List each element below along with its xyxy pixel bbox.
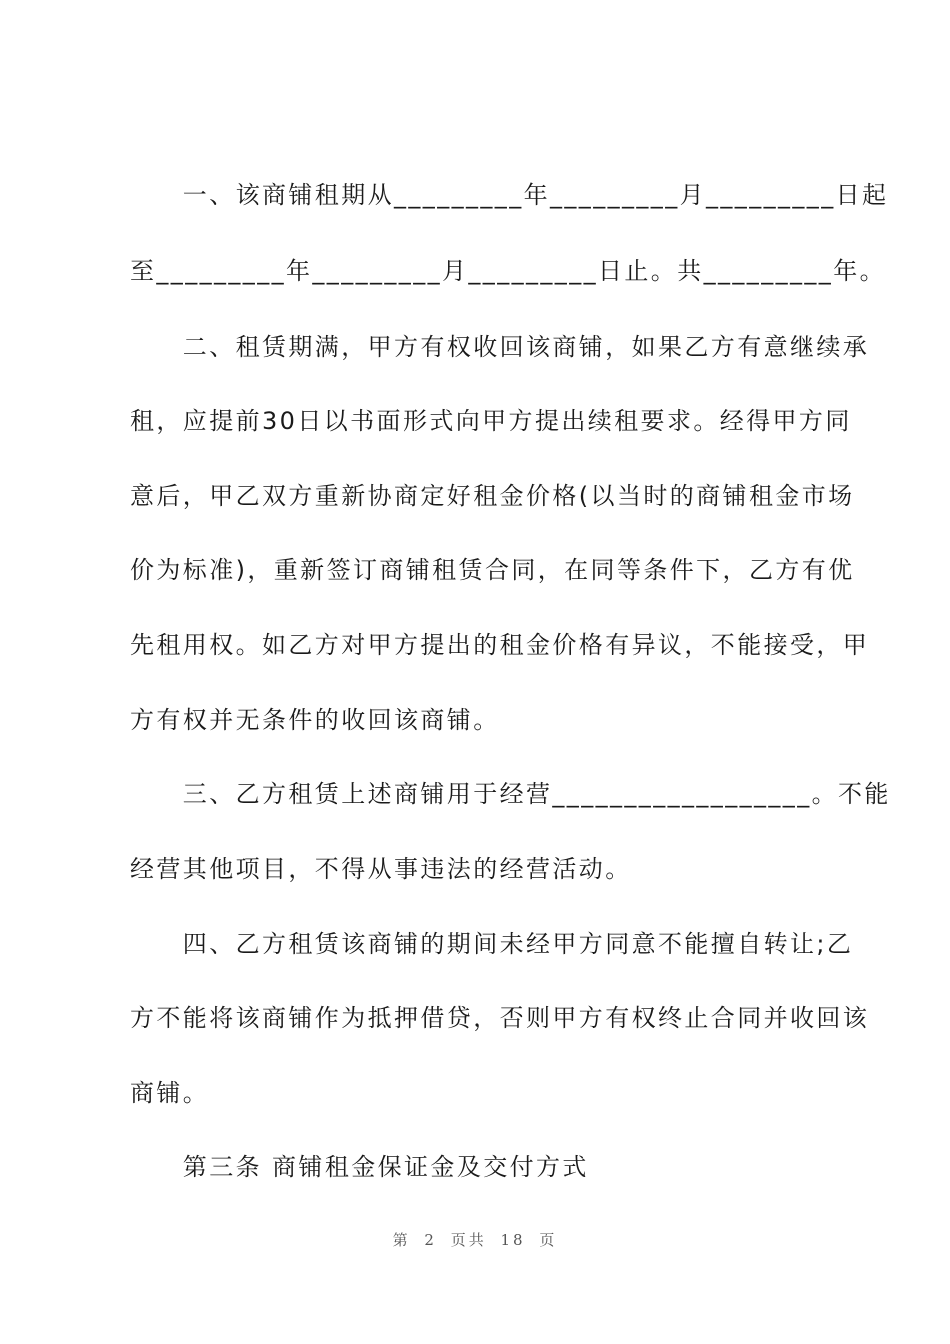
paragraph-2-line-2: 租，应提前30日以书面形式向甲方提出续租要求。经得甲方同 — [130, 407, 852, 435]
paragraph-2-line-6: 方有权并无条件的收回该商铺。 — [130, 706, 500, 734]
paragraph-1-line-2: 至_________年_________月_________日止。共_________年。 — [130, 257, 886, 285]
section-heading-article-3: 第三条 商铺租金保证金及交付方式 — [130, 1153, 589, 1181]
paragraph-3-line-2: 经营其他项目，不得从事违法的经营活动。 — [130, 855, 632, 883]
paragraph-2-line-3: 意后，甲乙双方重新协商定好租金价格(以当时的商铺租金市场 — [130, 482, 855, 510]
page-number-footer: 第 2 页共 18 页 — [392, 1231, 558, 1249]
paragraph-4-line-2: 方不能将该商铺作为抵押借贷，否则甲方有权终止合同并收回该 — [130, 1004, 870, 1032]
paragraph-1-line-1: 一、该商铺租期从_________年_________月_________日起 — [130, 181, 889, 209]
paragraph-2-line-4: 价为标准)，重新签订商铺租赁合同，在同等条件下，乙方有优 — [130, 556, 855, 584]
paragraph-4-line-1: 四、乙方租赁该商铺的期间未经甲方同意不能擅自转让;乙 — [130, 930, 854, 958]
paragraph-4-line-3: 商铺。 — [130, 1079, 210, 1107]
paragraph-2-line-1: 二、租赁期满，甲方有权收回该商铺，如果乙方有意继续承 — [130, 333, 870, 361]
paragraph-2-line-5: 先租用权。如乙方对甲方提出的租金价格有异议，不能接受，甲 — [130, 631, 870, 659]
paragraph-3-line-1: 三、乙方租赁上述商铺用于经营__________________。不能 — [130, 780, 891, 808]
